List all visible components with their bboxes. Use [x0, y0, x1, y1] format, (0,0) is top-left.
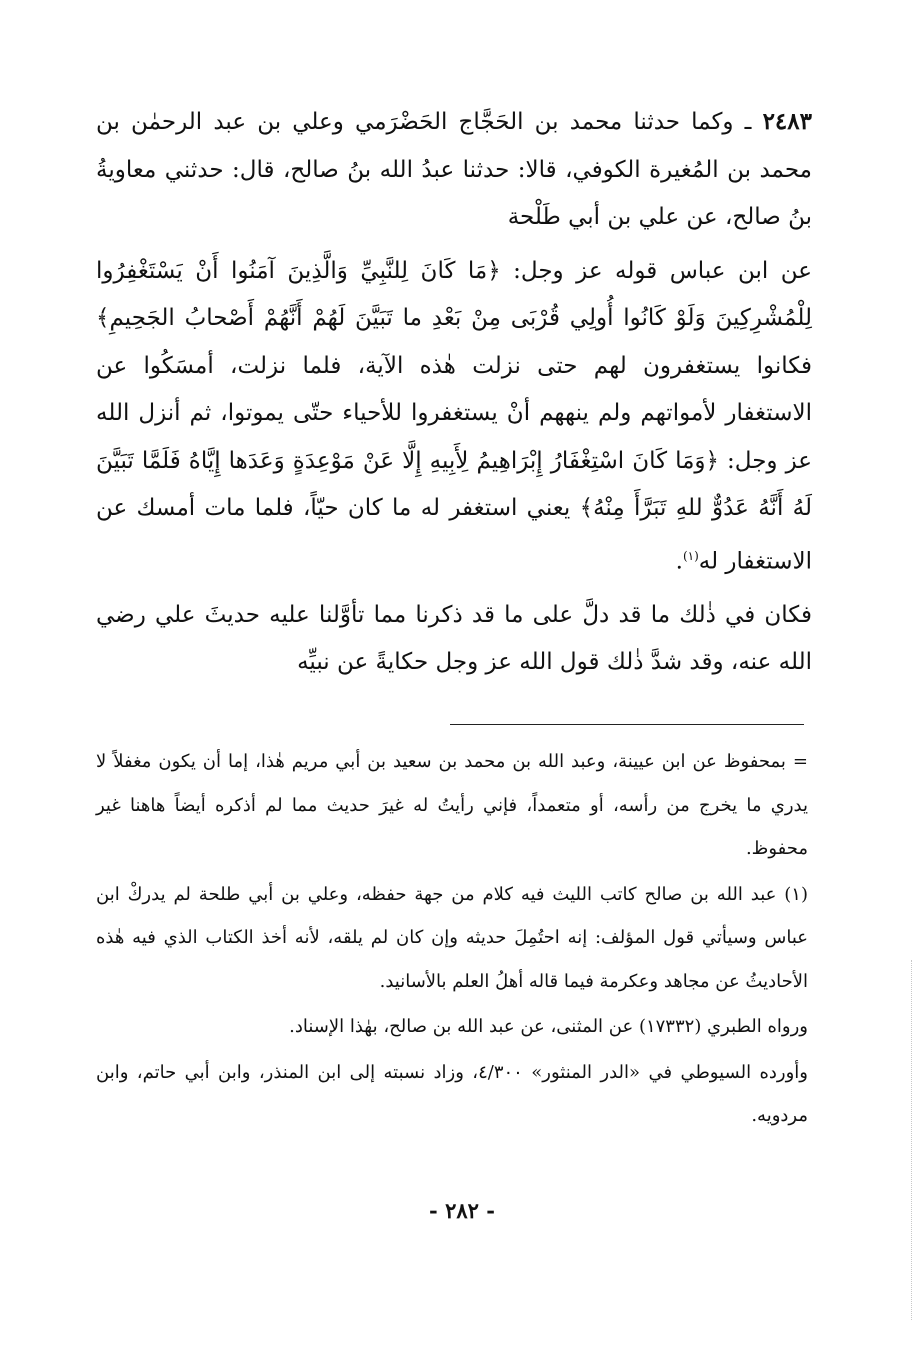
- footnote-separator: [450, 724, 804, 725]
- scan-margin-dots: [911, 960, 914, 1320]
- hadith-isnad-paragraph: [96, 98, 812, 242]
- footnotes-section: [96, 740, 808, 1138]
- footnote-1-suyuti: وأورده السيوطي في «الدر المنثور» ٤/٣٠٠، وزاد نسبته إلى ابن المنذر، وابن أبي حاتم، وابن مردويه.: [96, 1061, 808, 1126]
- hadith-isnad: ـ وكما حدثنا محمد بن الحَجَّاج الحَضْرَمي وعلي بن عبد الرحمٰن بن محمد بن المُغيرة الكوفي، قالا: حدثنا عبدُ الله بنُ صالح، قال: حدثني معاويةُ بنُ صالح، عن علي بن أبي طَلْحة: [96, 109, 812, 230]
- footnote-continuation: = بمحفوظ عن ابن عيينة، وعبد الله بن محمد بن سعيد بن أبي مريم هٰذا، إما أن يكون مغفلاً لا يدري ما يخرج من رأسه، أو متعمداً، فإني رأيتُ له غيرَ حديث مما لم أذكره أيضاً هاهنا غير محفوظ.: [96, 751, 808, 859]
- commentary-paragraph: [96, 592, 812, 687]
- footnote-1: (١) عبد الله بن صالح كاتب الليث فيه كلام من جهة حفظه، وعلي بن أبي طلحة لم يدركْ ابن عباس وسيأتي قول المؤلف: إنه احتُمِلَ حديثه وإن كان لم يلقه، لأنه أخذ الكتاب الذي فيه هٰذه الأحاديثُ عن مجاهد وعكرمة فيما قاله أهلُ العلم بالأسانيد.: [96, 883, 808, 992]
- matn-middle: فكانوا يستغفرون لهم حتى نزلت هٰذه الآية، فلما نزلت، أمسَكُوا عن الاستغفار لأمواتهم ولم ينههم أنْ يستغفروا للأحياء حتّى يموتوا، ثم أنزل الله عز وجل:: [96, 352, 812, 474]
- matn-intro: عن ابن عباس قوله عز وجل:: [500, 257, 812, 284]
- page-number: - ٢٨٢ -: [429, 1198, 495, 1223]
- commentary-text: فكان في ذٰلك ما قد دلَّ على ما قد ذكرنا مما تأوَّلنا عليه حديثَ علي رضي الله عنه، وقد شدَّ ذٰلك قول الله عز وجل حكايةً عن نبيِّه: [96, 601, 812, 676]
- footnote-reference[interactable]: (١): [682, 548, 699, 563]
- quran-verse-1: ﴿مَا كَانَ لِلنَّبِيِّ وَالَّذِينَ آمَنُوا أَنْ يَسْتَغْفِرُوا لِلْمُشْرِكِينَ وَلَوْ كَانُوا أُولِي قُرْبَى مِنْ بَعْدِ ما تَبَيَّنَ لَهُمْ أَنَّهُمْ أَصْحابُ الجَحِيمِ﴾: [96, 257, 812, 331]
- matn-end: يعني استغفر له ما كان حيّاً، فلما مات أمسك عن الاستغفار له: [96, 495, 812, 575]
- footnote-1-tabari: ورواه الطبري (١٧٣٣٢) عن المثنى، عن عبد الله بن صالح، بهٰذا الإسناد.: [289, 1016, 808, 1037]
- hadith-matn-paragraph: عن ابن عباس قوله عز وجل: ﴿مَا كَانَ لِلنَّبِيِّ وَالَّذِينَ آمَنُوا أَنْ يَسْتَغْفِرُوا لِلْمُشْرِكِينَ وَلَوْ كَانُوا أُولِي قُرْبَى مِنْ بَعْدِ ما تَبَيَّنَ لَهُمْ أَنَّهُمْ أَصْحابُ الجَحِيمِ﴾ فكانوا يستغفرون لهم حتى نزلت هٰذه الآية، فلما نزلت، أمسَكُوا عن الاستغفار لأمواتهم ولم ينههم أنْ يستغفروا للأحياء حتّى يموتوا، ثم أنزل الله عز وجل: ﴿وَمَا كَانَ اسْتِغْفَارُ إِبْرَاهِيمُ لِأَبِيهِ إِلَّا عَنْ مَوْعِدَةٍ وَعَدَها إِيَّاهُ فَلَمَّا تَبَيَّنَ لَهُ أَنَّهُ عَدُوٌّ للهِ تَبَرَّأَ مِنْهُ﴾ يعني استغفر له ما كان حيّاً، فلما مات أمسك عن الاستغفار له$^{(١)}$.: [96, 257, 812, 575]
- quran-verse-2: ﴿وَمَا كَانَ اسْتِغْفَارُ إِبْرَاهِيمُ لِأَبِيهِ إِلَّا عَنْ مَوْعِدَةٍ وَعَدَها إِيَّاهُ فَلَمَّا تَبَيَّنَ لَهُ أَنَّهُ عَدُوٌّ للهِ تَبَرَّأَ مِنْهُ﴾: [96, 447, 812, 521]
- main-text: [96, 98, 812, 687]
- hadith-number: ٢٤٨٣: [762, 108, 812, 135]
